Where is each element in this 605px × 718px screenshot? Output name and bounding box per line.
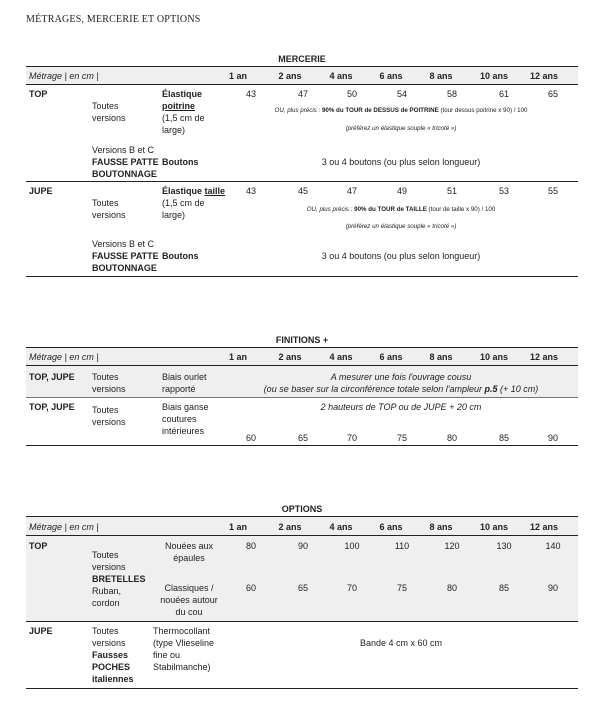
value-cell: 60 xyxy=(245,583,256,593)
value-cell: 90 xyxy=(297,541,308,551)
value-cell: 70 xyxy=(346,583,357,593)
age-col: 6 ans xyxy=(379,352,403,362)
divider xyxy=(26,397,578,398)
value-cell: 130 xyxy=(496,541,512,551)
item-label: Élastique xyxy=(162,89,203,99)
value-cell: 53 xyxy=(498,186,509,196)
version-label: versions xyxy=(92,384,126,394)
value-cell: 43 xyxy=(245,186,256,196)
fausse-patte-label: BOUTONNAGE xyxy=(92,169,157,179)
age-col: 12 ans xyxy=(529,71,559,81)
value-cell: 90 xyxy=(547,433,558,443)
version-label: versions xyxy=(92,638,126,648)
garment-label: TOP, JUPE xyxy=(29,372,75,382)
value-cell: 90 xyxy=(547,583,558,593)
age-col: 4 ans xyxy=(329,522,353,532)
value-cell: 60 xyxy=(245,433,256,443)
bretelles-label: BRETELLES xyxy=(92,574,146,584)
row-header: Métrage | en cm | xyxy=(29,522,99,532)
age-col: 10 ans xyxy=(479,352,509,362)
bretelles-detail: cordon xyxy=(92,598,120,608)
value-cell: 65 xyxy=(297,583,308,593)
age-col: 6 ans xyxy=(379,71,403,81)
age-col: 1 an xyxy=(228,522,247,532)
age-col: 4 ans xyxy=(329,71,353,81)
elastic-note: (préférez un élastique souple « tricoté ») xyxy=(345,125,457,132)
age-col: 6 ans xyxy=(379,522,403,532)
boutons-text: 3 ou 4 boutons (ou plus selon longueur) xyxy=(321,251,481,261)
value-cell: 85 xyxy=(498,583,509,593)
garment-label: JUPE xyxy=(29,186,53,196)
measure-note: A mesurer une fois l'ouvrage cousu xyxy=(330,372,472,382)
value-cell: 110 xyxy=(394,541,410,551)
value-cell: 54 xyxy=(396,89,407,99)
item-detail: (1,5 cm de xyxy=(162,198,205,208)
version-label: Toutes xyxy=(92,405,119,415)
precise-note: OU, plus précis : 90% du TOUR de TAILLE (tour de taille x 90) / 100 xyxy=(306,206,496,213)
item-detail: large) xyxy=(162,210,186,220)
poches-label: italiennes xyxy=(92,674,134,684)
value-cell: 70 xyxy=(346,433,357,443)
value-cell: 65 xyxy=(547,89,558,99)
item-label: fine ou xyxy=(153,650,181,660)
boutons-label: Boutons xyxy=(162,157,199,167)
version-label: Toutes xyxy=(92,626,119,636)
item-label: rapporté xyxy=(162,384,196,394)
version-label: Toutes xyxy=(92,101,119,111)
garment-label: JUPE xyxy=(29,626,53,636)
sub-option-label: du cou xyxy=(175,607,203,617)
versions-bc-label: Versions B et C xyxy=(92,239,155,249)
band-size-text: Bande 4 cm x 60 cm xyxy=(359,638,443,648)
mercerie-title: MERCERIE xyxy=(278,54,326,64)
item-label: coutures xyxy=(162,414,197,424)
finitions-title: FINITIONS + xyxy=(275,335,329,345)
age-col: 8 ans xyxy=(429,71,453,81)
value-cell: 51 xyxy=(446,186,457,196)
options-title: OPTIONS xyxy=(281,504,323,514)
boutons-label: Boutons xyxy=(162,251,199,261)
value-cell: 58 xyxy=(446,89,457,99)
item-detail: large) xyxy=(162,125,186,135)
value-cell: 80 xyxy=(446,433,457,443)
divider xyxy=(26,181,578,182)
value-cell: 75 xyxy=(396,583,407,593)
divider xyxy=(26,84,578,85)
value-cell: 120 xyxy=(444,541,460,551)
version-label: Toutes xyxy=(92,372,119,382)
versions-bc-label: Versions B et C xyxy=(92,145,155,155)
value-cell: 80 xyxy=(446,583,457,593)
value-cell: 45 xyxy=(297,186,308,196)
age-col: 10 ans xyxy=(479,71,509,81)
value-cell: 140 xyxy=(545,541,561,551)
fausse-patte-label: BOUTONNAGE xyxy=(92,263,157,273)
sub-option-label: Classiques / xyxy=(164,583,214,593)
poches-label: Fausses xyxy=(92,650,129,660)
age-col: 12 ans xyxy=(529,352,559,362)
value-cell: 85 xyxy=(498,433,509,443)
version-label: Toutes xyxy=(92,550,119,560)
value-cell: 61 xyxy=(498,89,509,99)
item-detail: (1,5 cm de xyxy=(162,113,205,123)
version-label: versions xyxy=(92,562,126,572)
fausse-patte-label: FAUSSE PATTE xyxy=(92,157,159,167)
value-cell: 75 xyxy=(396,433,407,443)
value-cell: 43 xyxy=(245,89,256,99)
fausse-patte-label: FAUSSE PATTE xyxy=(92,251,159,261)
garment-label: TOP xyxy=(29,541,48,551)
boutons-text: 3 ou 4 boutons (ou plus selon longueur) xyxy=(321,157,481,167)
item-label: Thermocollant xyxy=(153,626,211,636)
age-col: 8 ans xyxy=(429,522,453,532)
age-col: 1 an xyxy=(228,352,247,362)
divider xyxy=(26,276,578,277)
value-cell: 49 xyxy=(396,186,407,196)
value-cell: 65 xyxy=(297,433,308,443)
item-label: Biais ganse xyxy=(162,402,209,412)
page-title: MÉTRAGES, MERCERIE ET OPTIONS xyxy=(26,14,201,25)
measure-note: (ou se baser sur la circonférence totale selon l'ampleur p.5 (+ 10 cm) xyxy=(263,384,539,394)
item-label: Élastique taille xyxy=(162,186,226,196)
version-label: versions xyxy=(92,113,126,123)
measure-note: 2 hauteurs de TOP ou de JUPE + 20 cm xyxy=(320,402,482,412)
value-cell: 50 xyxy=(346,89,357,99)
version-label: Toutes xyxy=(92,198,119,208)
garment-label: TOP xyxy=(29,89,48,99)
precise-note: OU, plus précis : 90% du TOUR de DESSUS de POITRINE (tour dessus poitrine x 90) / 100 xyxy=(274,107,528,114)
version-label: versions xyxy=(92,210,126,220)
version-label: versions xyxy=(92,417,126,427)
item-label: Stabilmanche) xyxy=(153,662,211,672)
value-cell: 100 xyxy=(344,541,360,551)
item-label-underlined: poitrine xyxy=(162,101,195,111)
poches-label: POCHES xyxy=(92,662,131,672)
age-col: 2 ans xyxy=(278,522,302,532)
value-cell: 47 xyxy=(346,186,357,196)
divider xyxy=(26,621,578,622)
age-col: 2 ans xyxy=(278,352,302,362)
age-col: 12 ans xyxy=(529,522,559,532)
divider xyxy=(26,445,578,446)
garment-label: TOP, JUPE xyxy=(29,402,75,412)
value-cell: 55 xyxy=(547,186,558,196)
value-cell: 47 xyxy=(297,89,308,99)
item-label: intérieures xyxy=(162,426,205,436)
age-col: 2 ans xyxy=(278,71,302,81)
age-col: 1 an xyxy=(228,71,247,81)
value-cell: 80 xyxy=(245,541,256,551)
age-col: 10 ans xyxy=(479,522,509,532)
item-label: Biais ourlet xyxy=(162,372,207,382)
row-header: Métrage | en cm | xyxy=(29,352,99,362)
divider xyxy=(26,688,578,689)
sub-option-label: nouées autour xyxy=(160,595,218,605)
age-col: 4 ans xyxy=(329,352,353,362)
sub-option-label: épaules xyxy=(173,553,205,563)
bretelles-detail: Ruban, xyxy=(92,586,122,596)
elastic-note: (préférez un élastique souple « tricoté ») xyxy=(345,223,457,230)
row-header: Métrage | en cm | xyxy=(29,71,99,81)
item-label: (type Vlieseline xyxy=(153,638,215,648)
sub-option-label: Nouées aux xyxy=(164,541,214,551)
age-col: 8 ans xyxy=(429,352,453,362)
